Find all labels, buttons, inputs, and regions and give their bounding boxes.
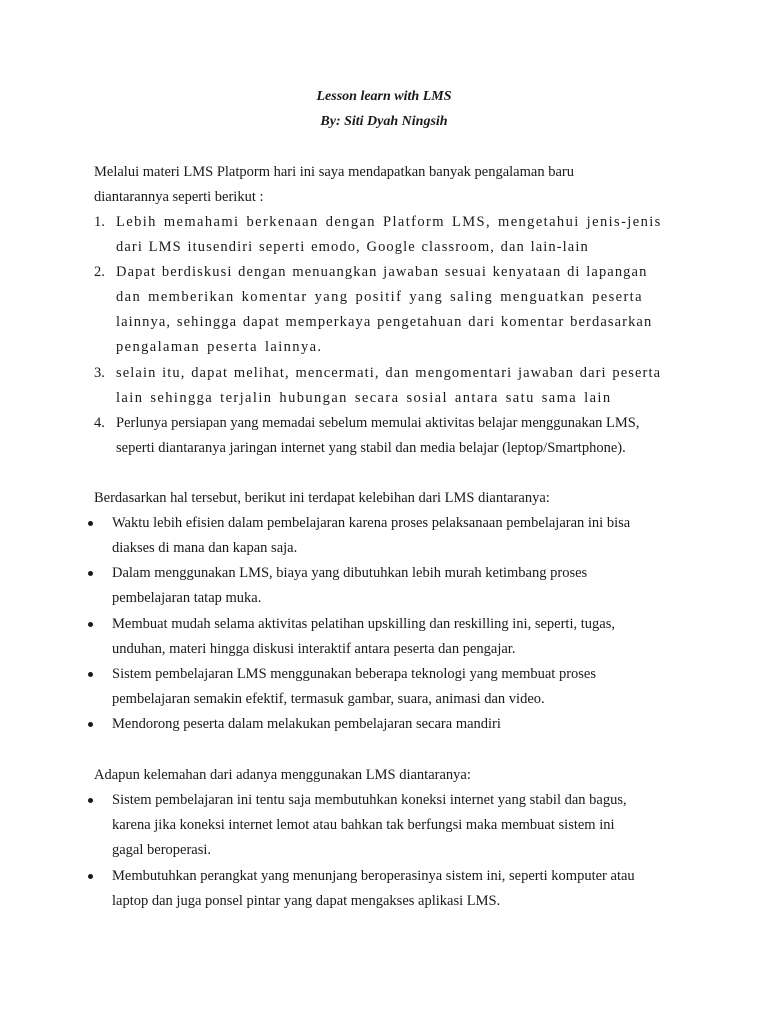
list-item-line: pengalaman peserta lainnya. (116, 339, 323, 355)
intro-line: diantarannya seperti berikut : (94, 189, 264, 205)
bullet-icon (88, 672, 93, 677)
bullet-icon (88, 874, 93, 879)
intro-line: Melalui materi LMS Platporm hari ini saya mendapatkan banyak pengalaman baru (94, 164, 574, 180)
list-number: 3. (94, 365, 105, 381)
bullet-item-line: Membuat mudah selama aktivitas pelatihan upskilling dan reskilling ini, seperti, tugas, (112, 616, 615, 632)
list-item-line: lainnya, sehingga dapat memperkaya pengetahuan dari komentar berdasarkan (116, 314, 653, 330)
list-number: 4. (94, 415, 105, 431)
bullet-item-line: unduhan, materi hingga diskusi interaktif antara peserta dan pengajar. (112, 641, 516, 657)
list-item-line: seperti diantaranya jaringan internet yang stabil dan media belajar (leptop/Smartphone). (116, 440, 626, 456)
list-item-line: dan memberikan komentar yang positif yang saling menguatkan peserta (116, 289, 643, 305)
bullet-icon (88, 798, 93, 803)
list-number: 2. (94, 264, 105, 280)
bullet-item-line: Mendorong peserta dalam melakukan pembelajaran secara mandiri (112, 716, 501, 732)
list-item-line: selain itu, dapat melihat, mencermati, dan mengomentari jawaban dari peserta (116, 365, 662, 381)
bullet-item-line: Sistem pembelajaran LMS menggunakan beberapa teknologi yang membuat proses (112, 666, 597, 682)
bullet-item-line: pembelajaran semakin efektif, termasuk gambar, suara, animasi dan video. (112, 691, 545, 707)
bullet-item-line: pembelajaran tatap muka. (112, 590, 262, 606)
bullet-item-line: Sistem pembelajaran ini tentu saja membutuhkan koneksi internet yang stabil dan bagus, (112, 792, 627, 808)
document-title: Lesson learn with LMS (316, 89, 452, 104)
bullet-item-line: Dalam menggunakan LMS, biaya yang dibutuhkan lebih murah ketimbang proses (112, 565, 588, 581)
bullet-item-line: Membutuhkan perangkat yang menunjang beroperasinya sistem ini, seperti komputer atau (112, 868, 635, 884)
bullet-icon (88, 722, 93, 727)
list-item-line: Lebih memahami berkenaan dengan Platform LMS, mengetahui jenis-jenis (116, 214, 662, 230)
bullet-item-line: laptop dan juga ponsel pintar yang dapat mengakses aplikasi LMS. (112, 893, 501, 909)
bullet-icon (88, 571, 93, 576)
bullet-item-line: diakses di mana dan kapan saja. (112, 540, 298, 556)
section-heading: Berdasarkan hal tersebut, berikut ini terdapat kelebihan dari LMS diantaranya: (94, 490, 550, 506)
bullet-item-line: karena jika koneksi internet lemot atau bahkan tak berfungsi maka membuat sistem ini (112, 817, 615, 833)
document-author: By: Siti Dyah Ningsih (320, 114, 448, 129)
list-item-line: Dapat berdiskusi dengan menuangkan jawaban sesuai kenyataan di lapangan (116, 264, 648, 280)
section-heading: Adapun kelemahan dari adanya menggunakan LMS diantaranya: (94, 767, 471, 783)
bullet-icon (88, 521, 93, 526)
list-item-line: Perlunya persiapan yang memadai sebelum memulai aktivitas belajar menggunakan LMS, (116, 415, 640, 431)
bullet-item-line: gagal beroperasi. (112, 842, 212, 858)
list-item-line: lain sehingga terjalin hubungan secara sosial antara satu sama lain (116, 390, 612, 406)
list-number: 1. (94, 214, 105, 230)
bullet-icon (88, 622, 93, 627)
list-item-line: dari LMS itusendiri seperti emodo, Google classroom, dan lain-lain (116, 239, 589, 255)
bullet-item-line: Waktu lebih efisien dalam pembelajaran karena proses pelaksanaan pembelajaran ini bisa (112, 515, 631, 531)
